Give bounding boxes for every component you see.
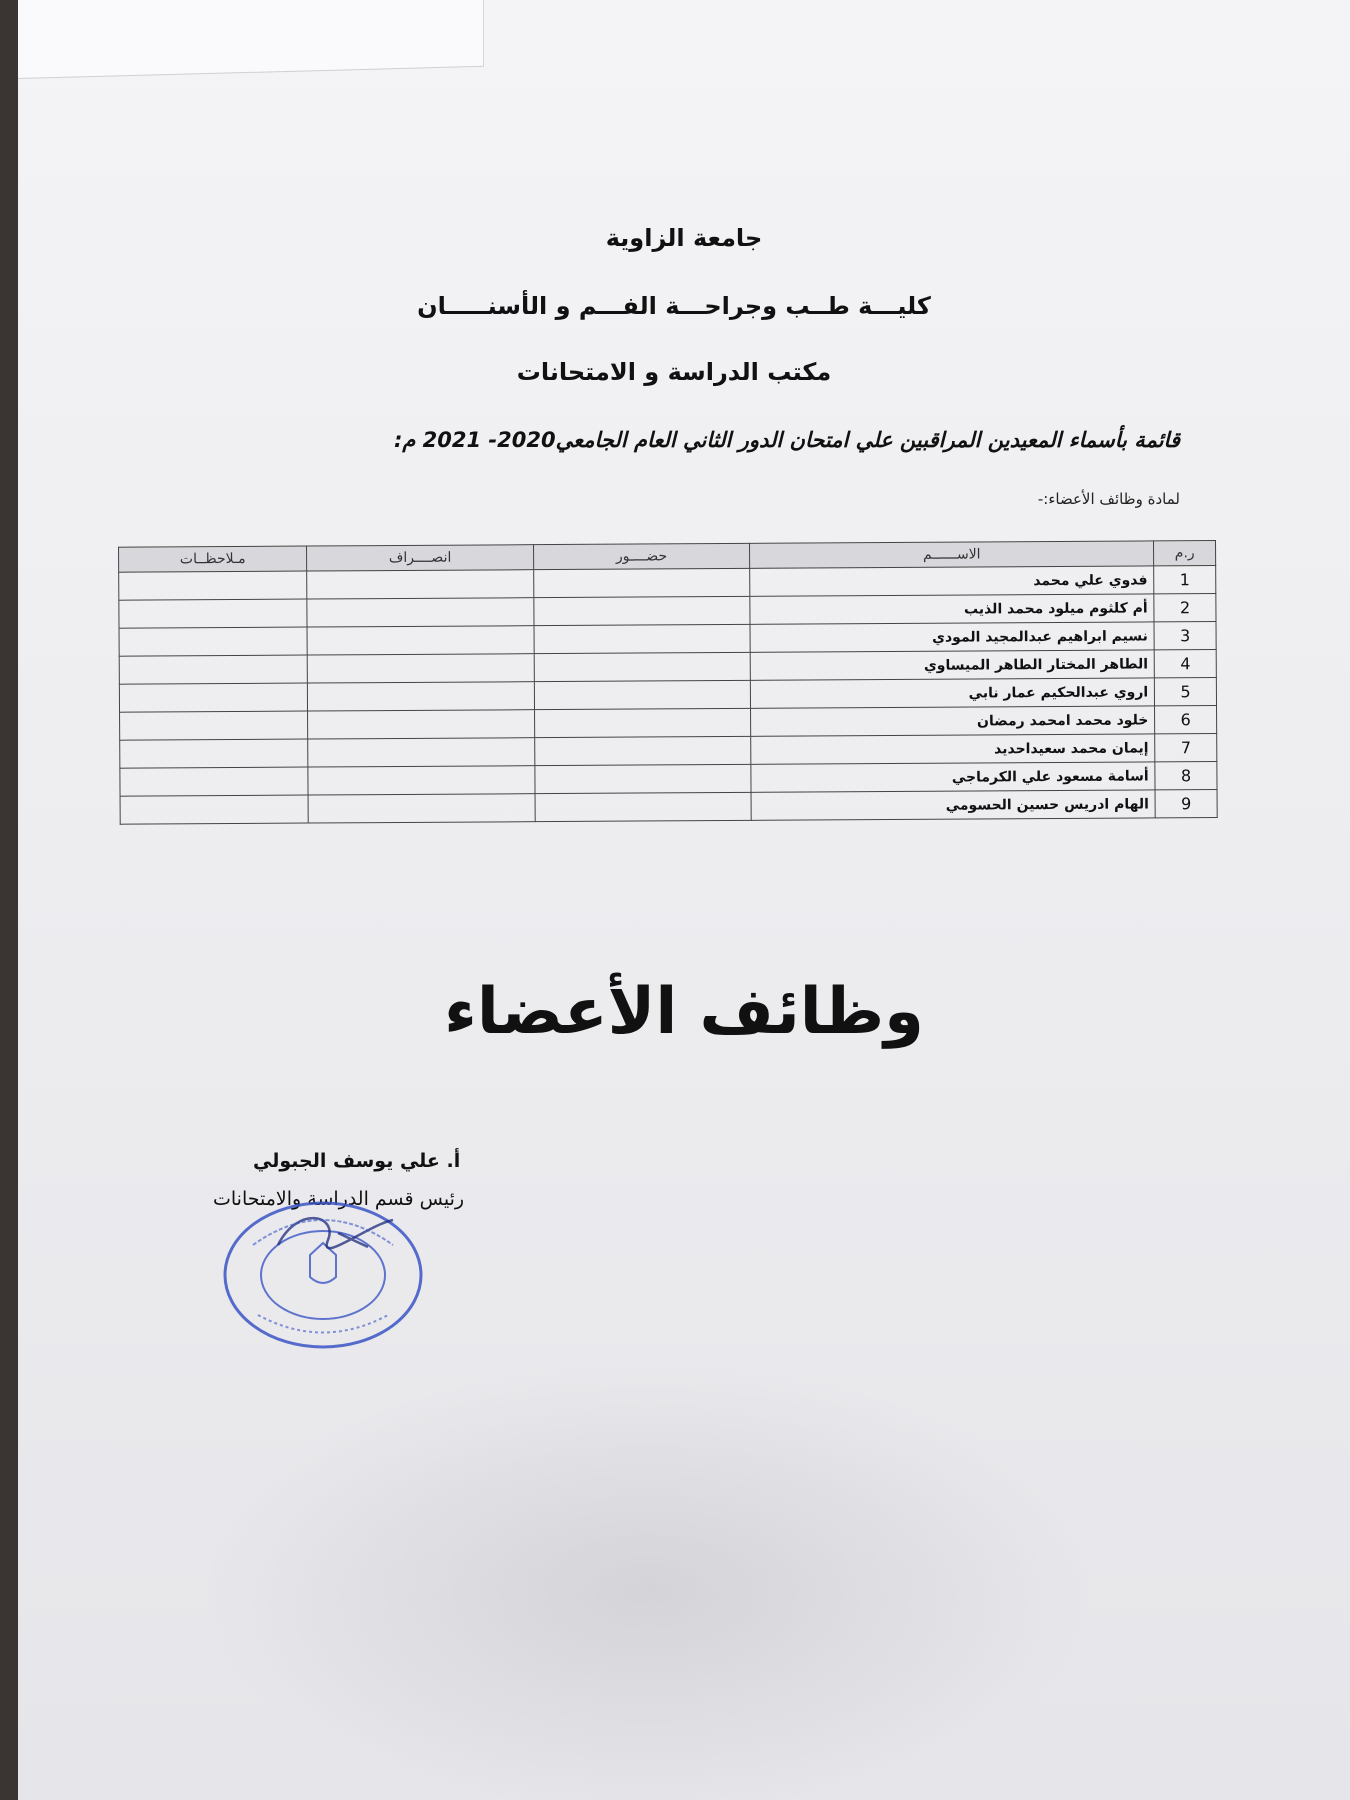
row-number: 2 bbox=[1154, 594, 1216, 622]
row-notes-cell bbox=[119, 655, 307, 684]
table-row bbox=[120, 789, 1217, 824]
row-attendance-cell bbox=[535, 764, 752, 793]
row-attendance-cell bbox=[534, 736, 751, 765]
row-number: 3 bbox=[1154, 622, 1216, 650]
invigilators-table bbox=[118, 540, 1218, 825]
row-notes-cell bbox=[119, 683, 307, 712]
row-number: 4 bbox=[1154, 650, 1216, 678]
signature-stroke bbox=[278, 1218, 393, 1248]
office-name: مكتب الدراسة و الامتحانات bbox=[516, 358, 832, 386]
row-departure-cell bbox=[307, 598, 534, 627]
row-attendance-cell bbox=[534, 624, 751, 653]
row-notes-cell bbox=[120, 739, 308, 768]
row-notes-cell bbox=[120, 711, 308, 740]
row-departure-cell bbox=[308, 682, 535, 711]
row-departure-cell bbox=[307, 654, 534, 683]
row-number: 5 bbox=[1155, 678, 1217, 706]
university-name: جامعة الزاوية bbox=[605, 224, 763, 252]
signatory-role: رئيس قسم الدراسة والامتحانات bbox=[213, 1188, 465, 1210]
row-notes-cell bbox=[119, 627, 307, 656]
row-departure-cell bbox=[307, 570, 534, 599]
faculty-name: كليـــة طــب وجراحـــة الفـــم و الأسنـــــان bbox=[417, 292, 931, 320]
row-notes-cell bbox=[119, 571, 307, 600]
table-body bbox=[119, 566, 1218, 825]
col-header-attendance: حضــــور bbox=[533, 543, 750, 569]
row-departure-cell bbox=[307, 626, 534, 655]
col-header-notes: مـلاحظــات bbox=[119, 546, 307, 572]
official-stamp bbox=[218, 1185, 428, 1355]
row-number: 1 bbox=[1154, 566, 1216, 594]
col-header-number: ر.م bbox=[1154, 541, 1216, 566]
row-departure-cell bbox=[308, 766, 535, 795]
row-attendance-cell bbox=[534, 596, 751, 625]
row-departure-cell bbox=[308, 794, 535, 823]
subject-title: وظائف الأعضاء bbox=[444, 975, 924, 1049]
row-name: الهام ادريس حسين الحسومي bbox=[751, 790, 1155, 820]
row-attendance-cell bbox=[534, 652, 751, 681]
row-notes-cell bbox=[120, 795, 308, 824]
col-header-departure: انصــــراف bbox=[307, 545, 534, 571]
row-name: خلود محمد امحمد رمضان bbox=[751, 706, 1155, 736]
col-header-name: الاســــــم bbox=[750, 541, 1154, 568]
row-departure-cell bbox=[308, 710, 535, 739]
row-attendance-cell bbox=[533, 568, 750, 597]
overlapping-paper-sheet bbox=[18, 0, 484, 79]
row-attendance-cell bbox=[535, 792, 752, 821]
row-name: الطاهر المختار الطاهر الميساوي bbox=[750, 650, 1154, 680]
row-notes-cell bbox=[119, 599, 307, 628]
row-notes-cell bbox=[120, 767, 308, 796]
row-number: 9 bbox=[1155, 789, 1217, 817]
row-number: 7 bbox=[1155, 733, 1217, 761]
signatory-name: أ. علي يوسف الجبولي bbox=[253, 1150, 461, 1172]
row-name: أسامة مسعود علي الكرماجي bbox=[751, 762, 1155, 792]
document-page bbox=[18, 0, 1350, 1800]
subject-label: لمادة وظائف الأعضاء:- bbox=[1037, 490, 1180, 508]
row-name: فدوي علي محمد bbox=[750, 566, 1154, 596]
row-name: نسيم ابراهيم عبدالمجيد المودي bbox=[750, 622, 1154, 652]
row-number: 8 bbox=[1155, 761, 1217, 789]
row-departure-cell bbox=[308, 738, 535, 767]
stamp-outer-ring bbox=[225, 1203, 421, 1347]
row-number: 6 bbox=[1155, 705, 1217, 733]
list-title: قائمة بأسماء المعيدين المراقبين علي امتحان الدور الثاني العام الجامعي2020- 2021 م: bbox=[393, 428, 1180, 452]
row-name: أم كلثوم ميلود محمد الذيب bbox=[750, 594, 1154, 624]
row-attendance-cell bbox=[534, 680, 751, 709]
row-name: إيمان محمد سعيداحديد bbox=[751, 734, 1155, 764]
row-name: اروي عبدالحكيم عمار نابي bbox=[750, 678, 1154, 708]
row-attendance-cell bbox=[534, 708, 751, 737]
